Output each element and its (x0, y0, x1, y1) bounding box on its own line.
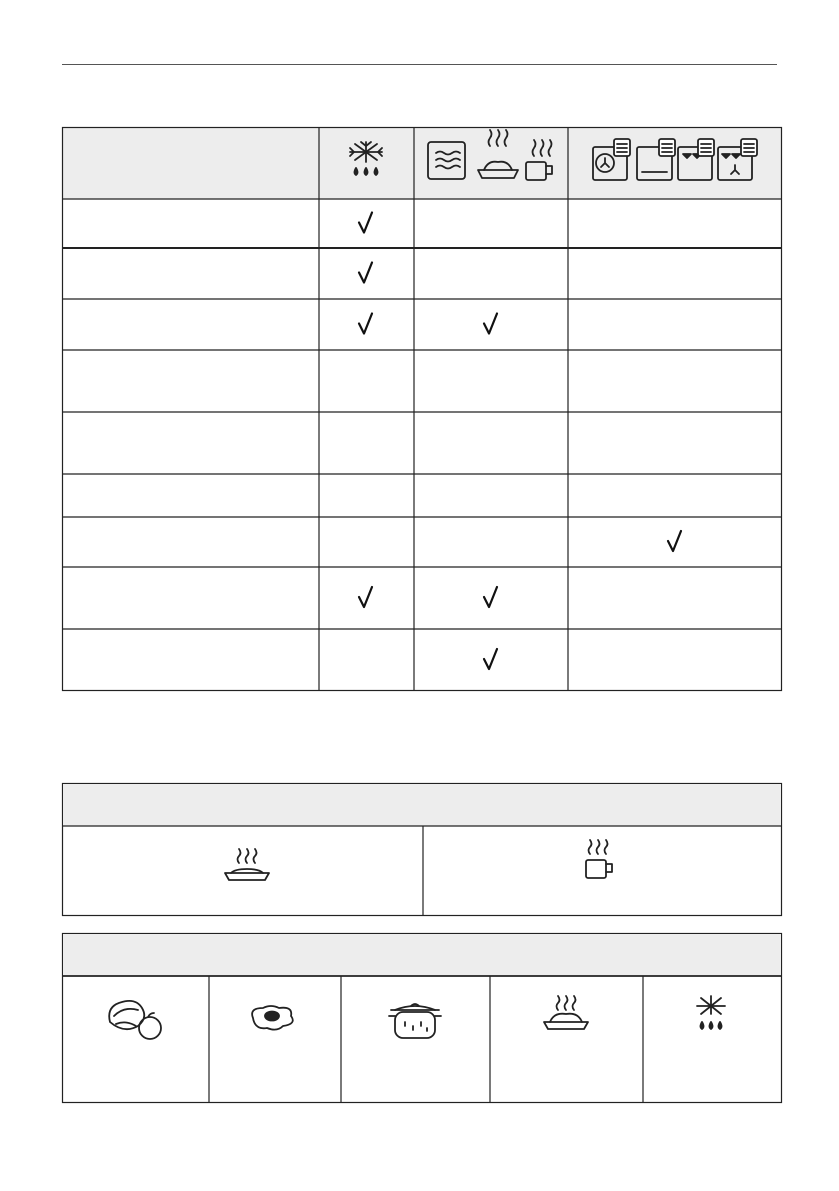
vegetables-fruit-icon (109, 1001, 161, 1039)
food-header-bg (63, 934, 781, 976)
defrost-icon (697, 996, 725, 1029)
fried-egg-icon (252, 1006, 293, 1030)
hot-dish-icon (544, 996, 588, 1029)
cooking-pot-icon (389, 1004, 441, 1038)
